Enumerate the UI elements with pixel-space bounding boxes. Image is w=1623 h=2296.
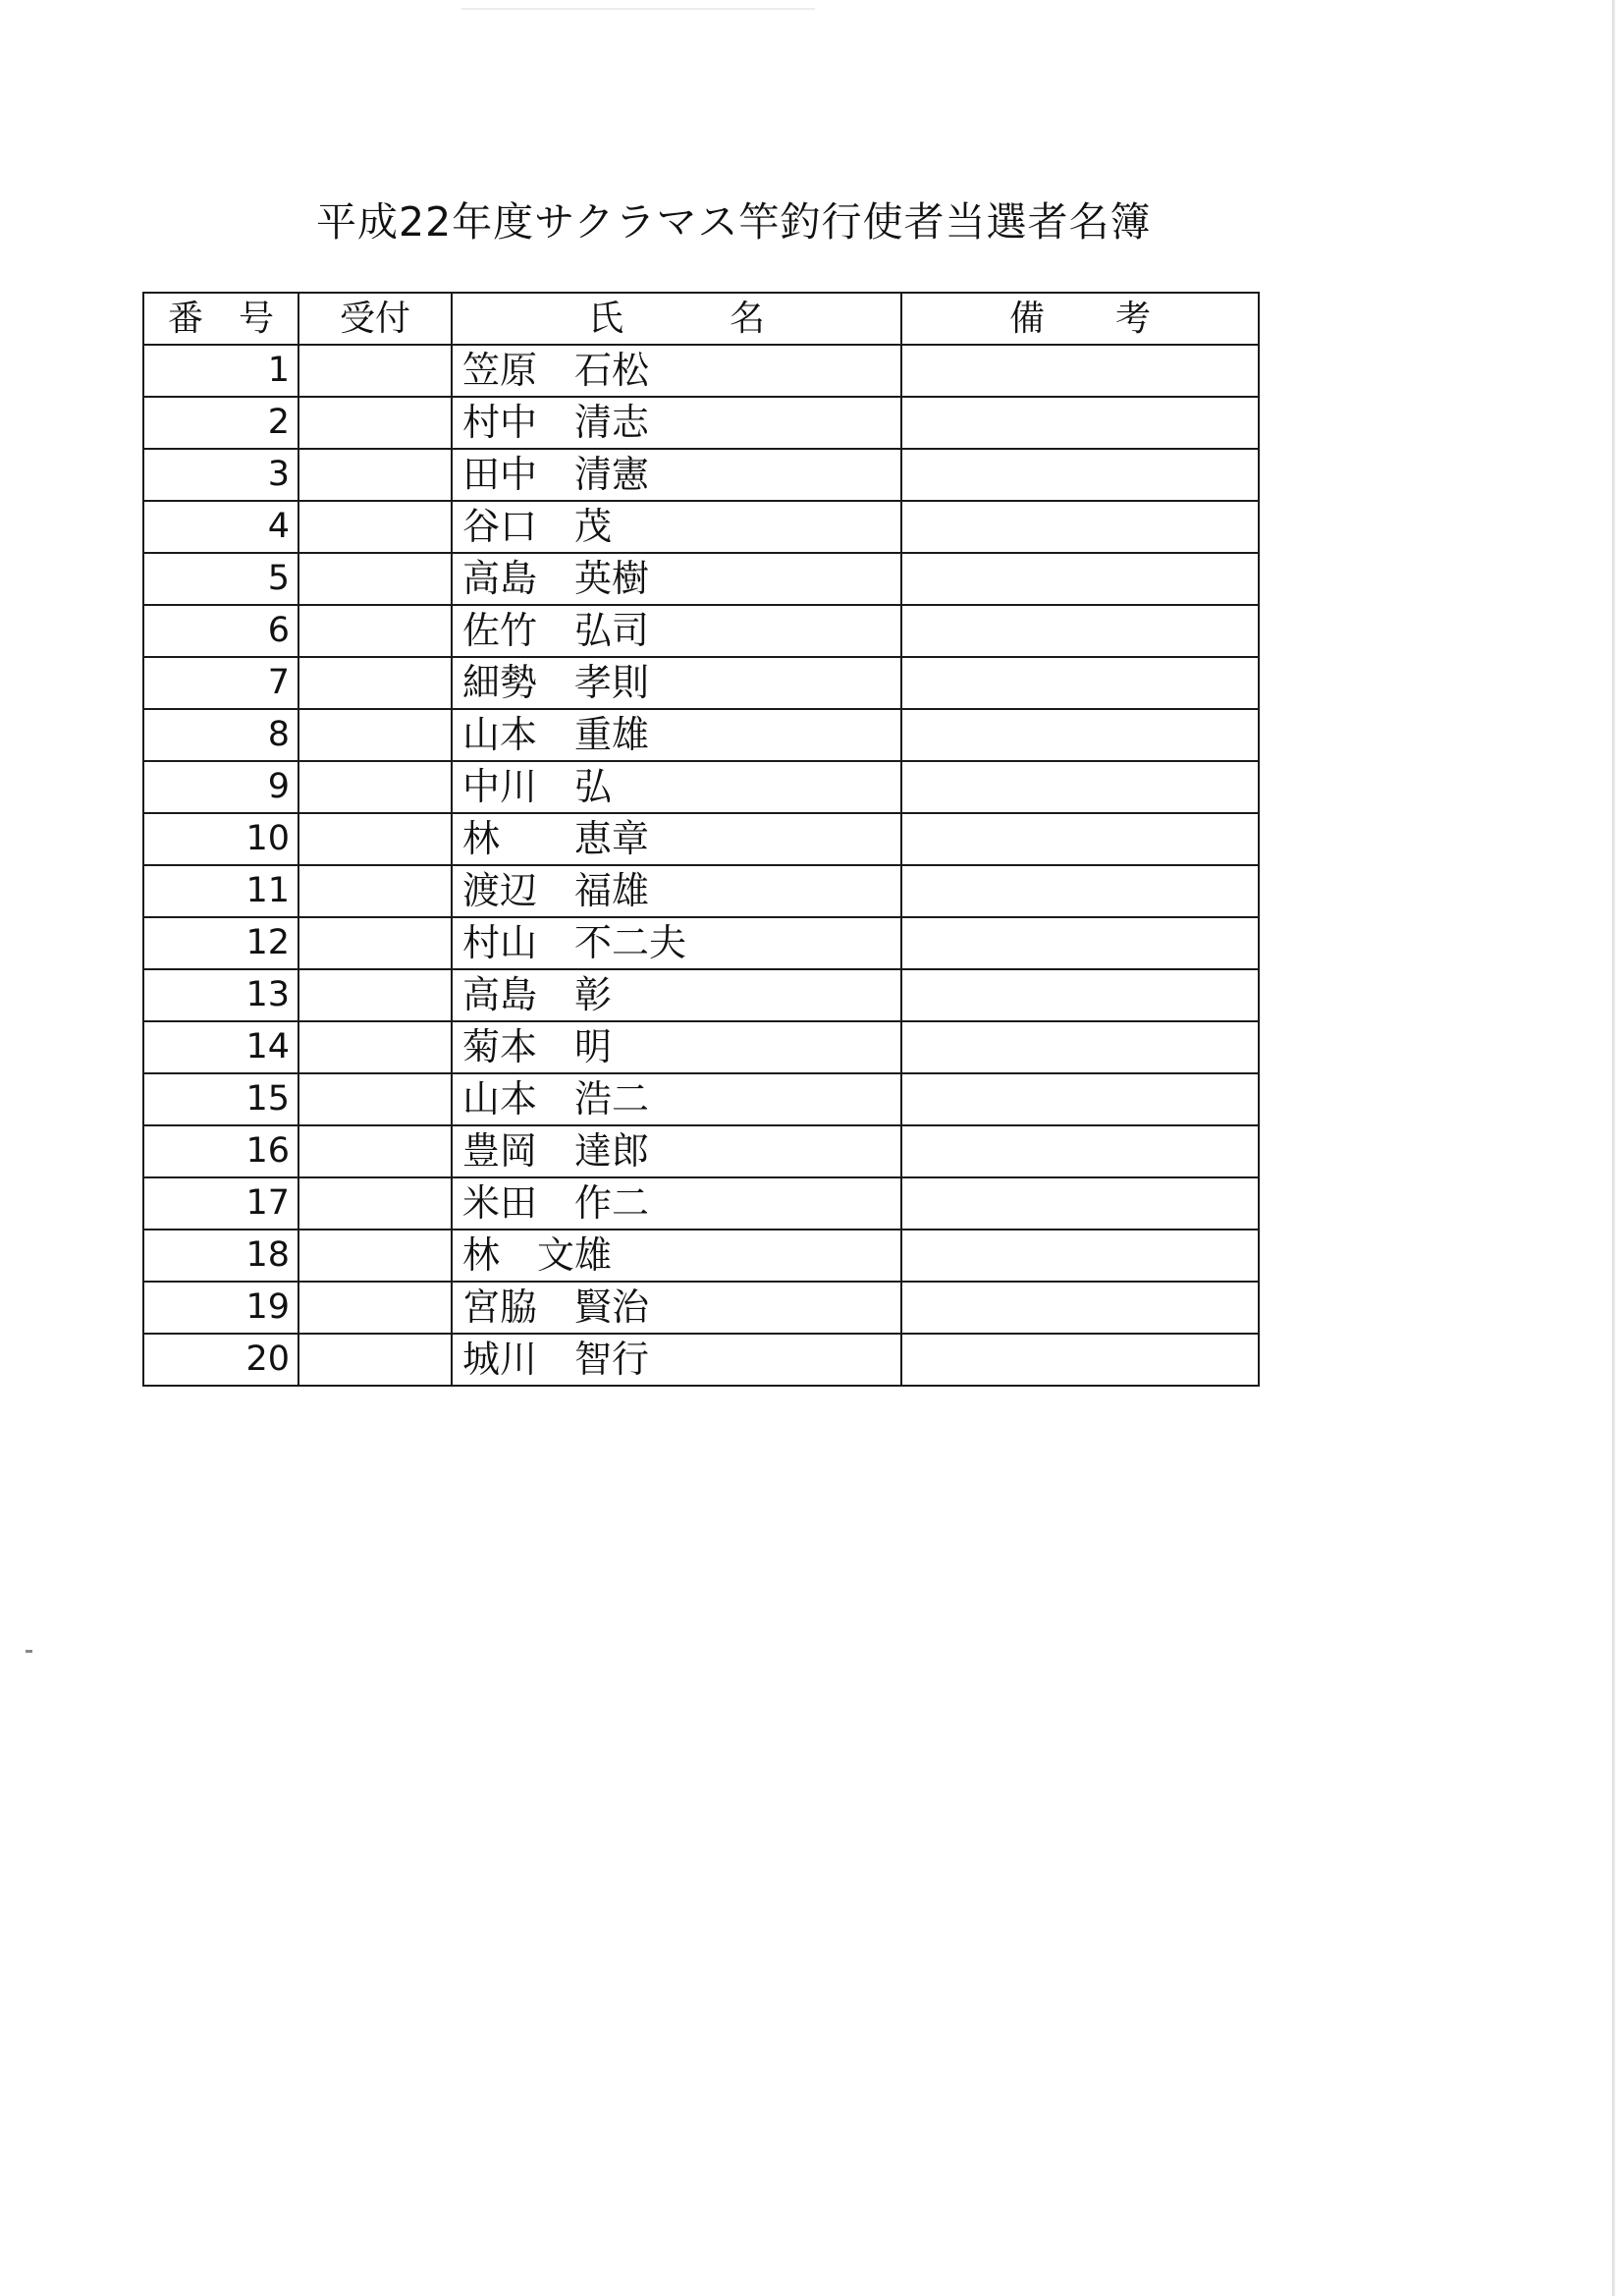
- row-name: 村中 清志: [452, 397, 901, 449]
- table-row: [143, 1282, 1259, 1334]
- row-reception: [298, 709, 452, 761]
- row-name: 宮脇 賢治: [452, 1282, 901, 1334]
- row-remarks: [901, 1230, 1259, 1282]
- row-name: 菊本 明: [452, 1021, 901, 1073]
- row-remarks: [901, 345, 1259, 397]
- row-remarks: [901, 1073, 1259, 1125]
- row-name: 豊岡 達郎: [452, 1125, 901, 1177]
- table-row: [143, 969, 1259, 1021]
- table-row: [143, 865, 1259, 917]
- table-row: [143, 1073, 1259, 1125]
- table-row: [143, 709, 1259, 761]
- row-number: 7: [143, 657, 298, 709]
- row-remarks: [901, 709, 1259, 761]
- row-reception: [298, 1334, 452, 1386]
- row-remarks: [901, 1177, 1259, 1230]
- table-row: [143, 501, 1259, 553]
- table-body: [143, 345, 1259, 1386]
- table-row: [143, 657, 1259, 709]
- table-row: [143, 1125, 1259, 1177]
- row-remarks: [901, 657, 1259, 709]
- row-name: 城川 智行: [452, 1334, 901, 1386]
- row-number: 10: [143, 813, 298, 865]
- row-reception: [298, 1177, 452, 1230]
- header-remarks: 備 考: [901, 293, 1259, 345]
- row-name: 林 文雄: [452, 1230, 901, 1282]
- row-number: 12: [143, 917, 298, 969]
- row-reception: [298, 605, 452, 657]
- row-name: 渡辺 福雄: [452, 865, 901, 917]
- table-row: [143, 345, 1259, 397]
- row-reception: [298, 501, 452, 553]
- table-row: [143, 449, 1259, 501]
- row-remarks: [901, 865, 1259, 917]
- row-reception: [298, 1073, 452, 1125]
- row-number: 2: [143, 397, 298, 449]
- row-reception: [298, 917, 452, 969]
- scan-page-edge: [1612, 0, 1615, 2296]
- row-number: 9: [143, 761, 298, 813]
- row-name: 林 恵章: [452, 813, 901, 865]
- row-remarks: [901, 501, 1259, 553]
- row-remarks: [901, 813, 1259, 865]
- row-remarks: [901, 1282, 1259, 1334]
- table-row: [143, 1021, 1259, 1073]
- row-remarks: [901, 1125, 1259, 1177]
- table-header-row: [143, 293, 1259, 345]
- table-row: [143, 397, 1259, 449]
- scan-streak: [461, 8, 815, 10]
- row-name: 高島 英樹: [452, 553, 901, 605]
- row-remarks: [901, 1334, 1259, 1386]
- table-row: [143, 761, 1259, 813]
- row-name: 山本 重雄: [452, 709, 901, 761]
- row-number: 15: [143, 1073, 298, 1125]
- row-name: 谷口 茂: [452, 501, 901, 553]
- row-reception: [298, 969, 452, 1021]
- row-name: 村山 不二夫: [452, 917, 901, 969]
- row-reception: [298, 1230, 452, 1282]
- table-row: [143, 813, 1259, 865]
- row-reception: [298, 345, 452, 397]
- row-number: 20: [143, 1334, 298, 1386]
- winners-table: [142, 292, 1260, 1387]
- row-reception: [298, 761, 452, 813]
- table-row: [143, 553, 1259, 605]
- scan-speck: [26, 1650, 32, 1653]
- row-remarks: [901, 605, 1259, 657]
- row-number: 4: [143, 501, 298, 553]
- row-number: 14: [143, 1021, 298, 1073]
- row-name: 田中 清憲: [452, 449, 901, 501]
- row-number: 19: [143, 1282, 298, 1334]
- row-name: 中川 弘: [452, 761, 901, 813]
- row-reception: [298, 813, 452, 865]
- row-remarks: [901, 969, 1259, 1021]
- table-row: [143, 1230, 1259, 1282]
- row-reception: [298, 1021, 452, 1073]
- row-number: 18: [143, 1230, 298, 1282]
- row-remarks: [901, 553, 1259, 605]
- row-number: 5: [143, 553, 298, 605]
- header-name: 氏 名: [452, 293, 901, 345]
- row-name: 細勢 孝則: [452, 657, 901, 709]
- row-reception: [298, 397, 452, 449]
- row-number: 8: [143, 709, 298, 761]
- row-number: 3: [143, 449, 298, 501]
- table-row: [143, 1177, 1259, 1230]
- table-row: [143, 605, 1259, 657]
- table-row: [143, 1334, 1259, 1386]
- row-remarks: [901, 761, 1259, 813]
- row-remarks: [901, 449, 1259, 501]
- header-reception: 受付: [298, 293, 452, 345]
- row-number: 13: [143, 969, 298, 1021]
- row-name: 佐竹 弘司: [452, 605, 901, 657]
- row-reception: [298, 553, 452, 605]
- row-name: 山本 浩二: [452, 1073, 901, 1125]
- row-remarks: [901, 917, 1259, 969]
- row-number: 17: [143, 1177, 298, 1230]
- row-remarks: [901, 397, 1259, 449]
- header-number: 番 号: [143, 293, 298, 345]
- row-number: 1: [143, 345, 298, 397]
- row-number: 6: [143, 605, 298, 657]
- row-reception: [298, 657, 452, 709]
- row-reception: [298, 865, 452, 917]
- row-remarks: [901, 1021, 1259, 1073]
- row-number: 16: [143, 1125, 298, 1177]
- row-name: 米田 作二: [452, 1177, 901, 1230]
- table-row: [143, 917, 1259, 969]
- row-reception: [298, 449, 452, 501]
- row-name: 高島 彰: [452, 969, 901, 1021]
- row-reception: [298, 1282, 452, 1334]
- document-title: 平成22年度サクラマス竿釣行使者当選者名簿: [316, 198, 1152, 246]
- row-number: 11: [143, 865, 298, 917]
- row-reception: [298, 1125, 452, 1177]
- row-name: 笠原 石松: [452, 345, 901, 397]
